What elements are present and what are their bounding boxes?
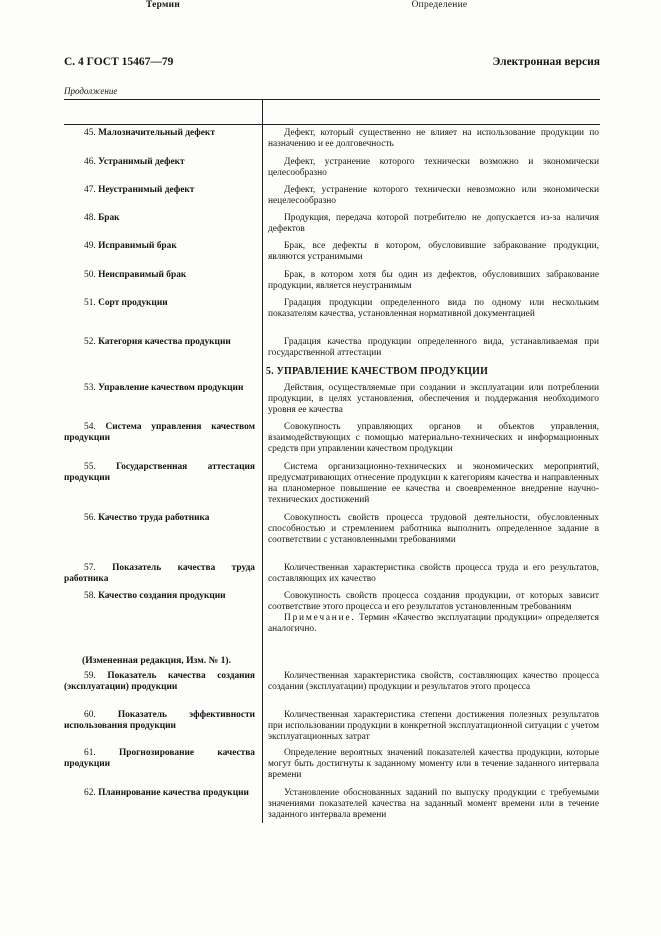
definition-cell: Дефект, устранение которого технически невозможно или экономически нецелесообразно: [268, 185, 599, 206]
term-cell: 57. Показатель качества труда работника: [64, 563, 255, 584]
definition-cell: Дефект, который существенно не влияет на использование продукции по назначению и ее долговечность: [268, 128, 599, 149]
definition-note: Примечание. Термин «Качество эксплуатации продукции» определяется аналогично.: [268, 613, 599, 634]
table-top-rule: [64, 99, 600, 100]
table-header-rule: [64, 124, 600, 125]
definition-cell: Совокупность свойств процесса трудовой деятельности, обусловленных способностью и стремлением работника выполнить определенное задание в соответствии с установленными требованиями: [268, 513, 599, 545]
column-header-definition: Определение: [411, 0, 468, 10]
definition-cell: Дефект, устранение которого технически возможно и экономически целесообразно: [268, 157, 599, 178]
term-cell: 50. Неисправимый брак: [84, 270, 187, 280]
definition-cell: Брак, все дефекты в котором, обусловившие забракование продукции, являются устранимыми: [268, 241, 599, 262]
definition-text: Совокупность свойств процесса создания продукции, от которых зависит соответствие этого процесса и его результатов установленным требованиям: [268, 591, 599, 612]
electronic-version-label: Электронная версия: [492, 56, 600, 68]
definition-cell: Количественная характеристика свойств, составляющих качество процесса создания (эксплуатации) продукции и результатов этого процесса: [268, 671, 599, 692]
term-cell: 56. Качество труда работника: [84, 513, 210, 523]
page-number-standard: С. 4 ГОСТ 15467—79: [64, 56, 174, 68]
term-cell: 62. Планирование качества продукции: [84, 788, 249, 798]
page-header: [64, 56, 600, 72]
section-title: 5. УПРАВЛЕНИЕ КАЧЕСТВОМ ПРОДУКЦИИ: [265, 366, 489, 377]
term-cell: 54. Система управления качеством продукции: [64, 422, 255, 443]
definition-cell: Количественная характеристика свойств процесса труда и его результатов, составляющих их качество: [268, 563, 599, 584]
term-cell: 61. Прогнозирование качества продукции: [64, 748, 255, 769]
term-cell: 47. Неустранимый дефект: [84, 185, 195, 195]
definition-cell: Градация продукции определенного вида по одному или нескольким показателям качества, установленная нормативной документацией: [268, 298, 599, 319]
term-cell: 52. Категория качества продукции: [84, 337, 231, 347]
definition-cell: Продукция, передача которой потребителю не допускается из-за наличия дефектов: [268, 213, 599, 234]
term-cell: 51. Сорт продукции: [84, 298, 168, 308]
term-cell: 58. Качество создания продукции: [84, 591, 226, 601]
amendment-note: (Измененная редакция, Изм. № 1).: [82, 655, 232, 666]
term-cell: 49. Исправимый брак: [84, 241, 177, 251]
term-cell: 53. Управление качеством продукции: [84, 383, 244, 393]
definition-cell: Брак, в котором хотя бы один из дефектов, обусловивших забракование продукции, является неустранимым: [268, 270, 599, 291]
definition-cell: Градация качества продукции определенного вида, устанавливаемая при государственной аттестации: [268, 337, 599, 358]
term-cell: 46. Устранимый дефект: [84, 157, 185, 167]
term-cell: 60. Показатель эффективности использования продукции: [64, 710, 256, 731]
term-cell: 45. Малозначительный дефект: [84, 128, 215, 138]
table-column-divider: [262, 99, 263, 823]
column-header-term: Термин: [145, 0, 181, 10]
term-cell: 55. Государственная аттестация продукции: [64, 462, 255, 483]
definition-cell: [268, 591, 599, 635]
definition-cell: Совокупность управляющих органов и объектов управления, взаимодействующих с помощью материально-технических и информационных средств при управлении качеством продукции: [268, 422, 599, 454]
definition-cell: Действия, осуществляемые при создании и эксплуатации или потреблении продукции, в целях установления, обеспечения и поддержания необходимого уровня ее качества: [268, 383, 599, 415]
definition-cell: Система организационно-технических и экономических мероприятий, предусматривающих отнесение продукции к категориям качества и направленных на планомерное повышение ее качества и своевременное внедрение научно-технических достижений: [268, 462, 599, 505]
term-cell: 48. Брак: [84, 213, 120, 223]
definition-cell: Количественная характеристика степени достижения полезных результатов при использовании продукции в конкретной эксплуатационной ситуации с учетом эксплуатационных затрат: [268, 710, 599, 742]
term-cell: 59. Показатель качества создания (эксплуатации) продукции: [64, 671, 256, 692]
definition-cell: Определение вероятных значений показателей качества продукции, которые могут быть достигнуты к заданному моменту или в течение заданного интервала времени: [268, 748, 599, 780]
definition-cell: Установление обоснованных заданий по выпуску продукции с требуемыми значениями показателей качества на заданный момент времени или в течение заданного интервала времени: [268, 788, 599, 820]
continuation-label: Продолжение: [64, 86, 118, 96]
